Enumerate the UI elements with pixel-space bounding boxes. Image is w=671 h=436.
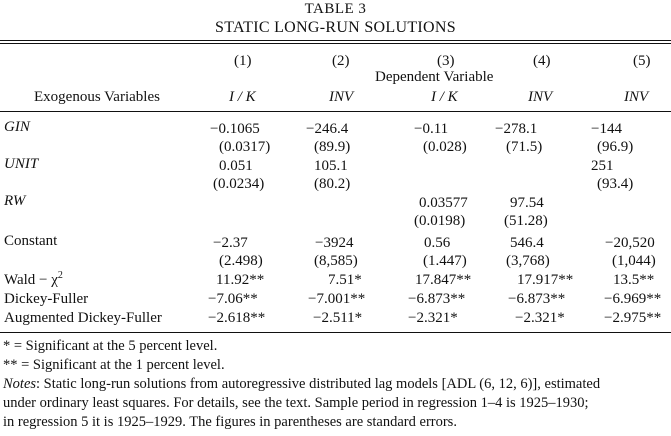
table-cell: −278.1 <box>495 121 538 137</box>
col-number-3: (3) <box>437 53 455 69</box>
col-number-5: (5) <box>633 53 651 69</box>
top-rule-2 <box>0 43 671 44</box>
note-significance-1: ** = Significant at the 1 percent level. <box>3 357 225 373</box>
col-number-4: (4) <box>533 53 551 69</box>
table-cell: (93.4) <box>597 176 634 192</box>
wald-superscript: 2 <box>57 270 63 281</box>
table-cell: 13.5** <box>613 272 655 288</box>
col-var-4: INV <box>528 89 553 105</box>
bottom-rule <box>0 332 671 333</box>
table-cell: 0.03577 <box>419 195 468 211</box>
notes-line-3: in regression 5 it is 1925–1929. The figures in parentheses are standard errors. <box>3 414 457 430</box>
col-var-2: INV <box>329 89 354 105</box>
table-cell: 546.4 <box>510 235 544 251</box>
table-cell: −2.618** <box>208 310 266 326</box>
table-cell: (0.0234) <box>213 176 265 192</box>
row-label-augmented-dickey-fuller: Augmented Dickey-Fuller <box>4 310 162 326</box>
table-cell: (89.9) <box>314 139 351 155</box>
wald-label-text: Wald − χ <box>4 272 58 288</box>
col-var-5: INV <box>624 89 649 105</box>
table-cell: (3,768) <box>506 253 550 269</box>
row-label-constant: Constant <box>4 233 58 249</box>
table-cell: 11.92** <box>216 272 265 288</box>
table-cell: (1,044) <box>612 253 656 269</box>
table-title: STATIC LONG-RUN SOLUTIONS <box>215 19 456 36</box>
table-label: TABLE 3 <box>304 1 367 17</box>
table-cell: −2.321* <box>515 310 565 326</box>
table-cell: −3924 <box>315 235 354 251</box>
table-cell: −2.321* <box>408 310 458 326</box>
row-label-dickey-fuller: Dickey-Fuller <box>4 291 89 307</box>
row-label-unit: UNIT <box>4 156 39 172</box>
table-cell: (51.28) <box>504 213 548 229</box>
table-cell: 97.54 <box>510 195 544 211</box>
table-cell: −2.37 <box>213 235 248 251</box>
dependent-variable-header: Dependent Variable <box>375 69 494 85</box>
table-cell: −6.873** <box>508 291 566 307</box>
note-significance-5: * = Significant at the 5 percent level. <box>3 338 218 354</box>
table-cell: (80.2) <box>314 176 351 192</box>
table-cell: −20,520 <box>605 235 655 251</box>
table-cell: 0.56 <box>424 235 451 251</box>
table-cell: −7.001** <box>308 291 366 307</box>
row-label-gin: GIN <box>4 119 30 135</box>
table-cell: (1.447) <box>423 253 467 269</box>
table-cell: (71.5) <box>506 139 543 155</box>
col-var-1: I / K <box>229 89 256 105</box>
row-label-wald <box>4 272 63 289</box>
table-cell: (0.0198) <box>414 213 466 229</box>
table-cell: −246.4 <box>306 121 349 137</box>
table-cell: (0.0317) <box>219 139 271 155</box>
table-cell: −7.06** <box>208 291 258 307</box>
col-number-1: (1) <box>234 53 252 69</box>
col-number-2: (2) <box>332 53 350 69</box>
table-cell: (96.9) <box>597 139 634 155</box>
notes-line-1-text: : Static long-run solutions from autoregressive distributed lag models [ADL (6, 12, 6)], estimated <box>36 376 601 392</box>
table-cell: (8,585) <box>314 253 358 269</box>
table-cell: 0.051 <box>219 158 253 174</box>
table-cell: (0.028) <box>423 139 467 155</box>
table-cell: −144 <box>591 121 622 137</box>
table-cell: −0.1065 <box>210 121 260 137</box>
col-var-3: I / K <box>431 89 458 105</box>
notes-line-2: under ordinary least squares. For details, see the text. Sample period in regression 1–4 is 1925–1930; <box>3 395 589 411</box>
table-cell: 105.1 <box>314 158 348 174</box>
table-cell: −2.511* <box>313 310 363 326</box>
table-cell: −6.969** <box>604 291 662 307</box>
table-cell: 7.51* <box>328 272 362 288</box>
table-cell: 17.847** <box>415 272 472 288</box>
table-cell: 251 <box>591 158 614 174</box>
notes-line-1 <box>3 376 600 393</box>
table-cell: −0.11 <box>414 121 449 137</box>
table-cell: (2.498) <box>219 253 263 269</box>
table-cell: 17.917** <box>517 272 574 288</box>
header-rule <box>0 111 671 112</box>
row-label-rw: RW <box>4 193 26 209</box>
notes-label: Notes <box>3 376 37 392</box>
table-cell: −2.975** <box>604 310 662 326</box>
exogenous-variables-header: Exogenous Variables <box>34 89 160 105</box>
table-cell: −6.873** <box>408 291 466 307</box>
top-rule-1 <box>0 40 671 41</box>
